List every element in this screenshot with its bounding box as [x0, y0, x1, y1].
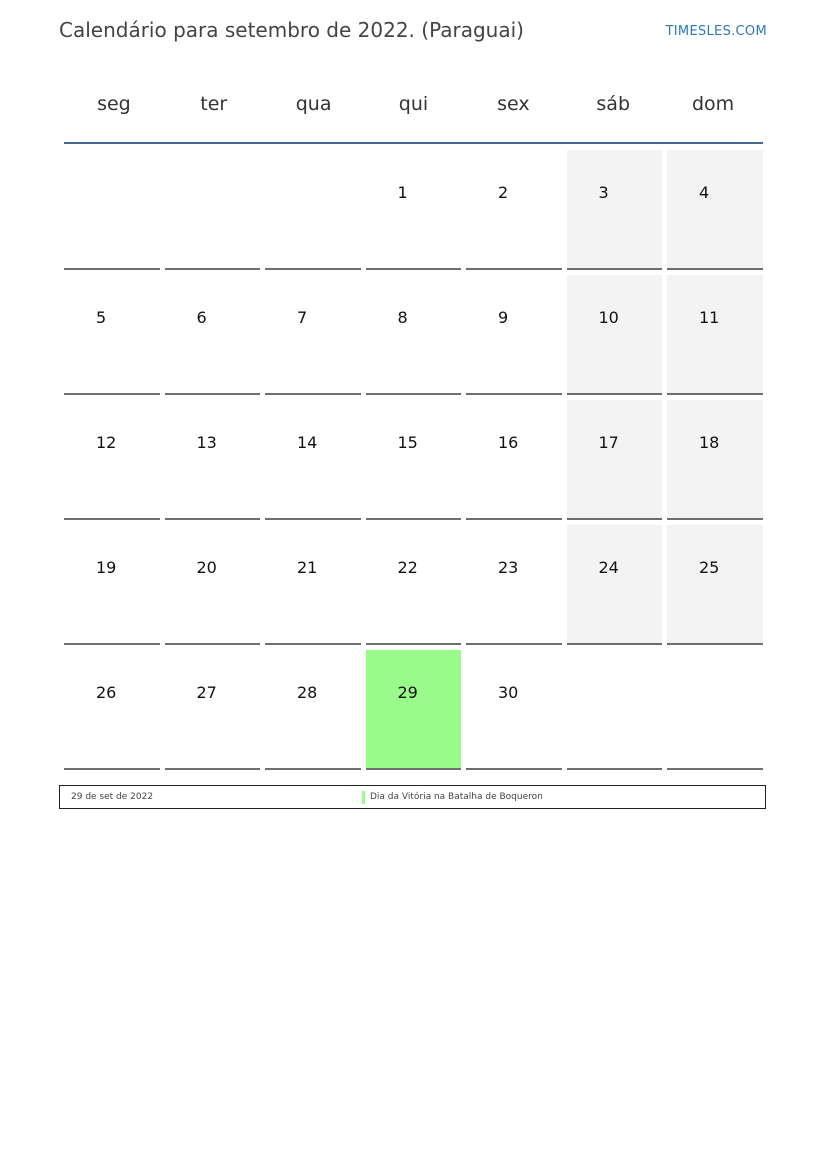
day-cell	[366, 525, 462, 645]
legend-date: 29 de set de 2022	[71, 792, 154, 802]
day-cell	[366, 400, 462, 520]
day-number: 23	[498, 558, 519, 577]
weekend-day-cell	[667, 150, 763, 270]
day-number: 27	[196, 683, 217, 702]
day-cell	[366, 275, 462, 395]
day-cell	[466, 275, 562, 395]
day-cell	[265, 275, 361, 395]
legend-holiday-name: Dia da Vitória na Batalha de Boqueron	[370, 792, 543, 802]
day-number: 29	[397, 683, 418, 702]
weekday-header-row	[64, 82, 763, 126]
weekend-day-cell	[567, 525, 663, 645]
day-number: 3	[598, 183, 609, 202]
brand-link[interactable]: TIMESLES.COM	[665, 24, 767, 39]
day-number: 8	[397, 308, 408, 327]
weekday-wednesday: qua	[295, 93, 332, 115]
weekday-tuesday: ter	[200, 93, 228, 115]
weekend-day-cell	[667, 400, 763, 520]
day-number: 20	[196, 558, 217, 577]
day-cell	[165, 525, 261, 645]
weekend-day-cell	[567, 275, 663, 395]
day-number: 13	[196, 433, 217, 452]
day-number: 2	[498, 183, 509, 202]
day-cell	[165, 400, 261, 520]
empty-day-cell	[667, 650, 763, 770]
day-number: 17	[598, 433, 619, 452]
day-number: 9	[498, 308, 509, 327]
day-number: 26	[96, 683, 117, 702]
day-number: 6	[196, 308, 207, 327]
weekday-thursday: qui	[398, 93, 429, 115]
day-cell	[466, 525, 562, 645]
page-title: Calendário para setembro de 2022. (Paraguai)	[59, 18, 524, 42]
day-cell	[265, 150, 361, 270]
day-number: 22	[397, 558, 418, 577]
holiday-day-cell	[366, 650, 462, 770]
weekend-day-cell	[567, 400, 663, 520]
day-number: 30	[498, 683, 519, 702]
day-cell	[64, 275, 160, 395]
day-cell	[64, 650, 160, 770]
day-number: 12	[96, 433, 117, 452]
calendar-grid	[64, 150, 764, 770]
day-cell	[466, 400, 562, 520]
day-number: 7	[297, 308, 308, 327]
day-cell	[64, 400, 160, 520]
day-number: 15	[397, 433, 418, 452]
day-cell	[165, 650, 261, 770]
day-number: 28	[297, 683, 318, 702]
day-number: 14	[297, 433, 318, 452]
weekend-day-cell	[667, 525, 763, 645]
weekday-monday: seg	[97, 93, 131, 115]
day-number: 21	[297, 558, 318, 577]
weekday-sunday: dom	[691, 93, 735, 115]
weekday-friday: sex	[497, 93, 530, 115]
day-number: 24	[598, 558, 619, 577]
day-number: 4	[699, 183, 710, 202]
weekend-day-cell	[667, 275, 763, 395]
day-cell	[265, 400, 361, 520]
holiday-legend	[59, 785, 766, 809]
holiday-color-marker	[362, 791, 365, 804]
day-cell	[265, 650, 361, 770]
day-number: 18	[699, 433, 720, 452]
day-number: 19	[96, 558, 117, 577]
day-cell	[165, 275, 261, 395]
header-divider	[64, 142, 763, 144]
day-number: 16	[498, 433, 519, 452]
weekend-day-cell	[567, 150, 663, 270]
empty-day-cell	[567, 650, 663, 770]
day-number: 11	[699, 308, 720, 327]
day-number: 1	[397, 183, 408, 202]
day-cell	[64, 150, 160, 270]
day-cell	[366, 150, 462, 270]
day-cell	[265, 525, 361, 645]
day-cell	[165, 150, 261, 270]
day-cell	[466, 150, 562, 270]
day-cell	[64, 525, 160, 645]
day-number: 10	[598, 308, 619, 327]
day-cell	[466, 650, 562, 770]
day-number: 5	[96, 308, 107, 327]
day-number: 25	[699, 558, 720, 577]
weekday-saturday: sáb	[596, 93, 631, 115]
